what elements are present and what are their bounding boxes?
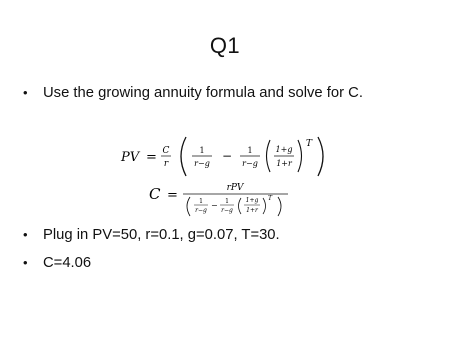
inner-right-paren [298,140,302,172]
bullet-text-2: Plug in PV=50, r=0.1, g=0.07, T=30. [43,227,280,243]
c-over-r-num: C [162,146,170,156]
den-inner-right-paren [263,198,266,214]
den-ratio-den: 1+r [246,207,258,214]
bullet-dot: • [23,255,28,270]
c-equals: = [167,188,178,203]
bullet-text-3: C=4.06 [43,255,92,271]
pv-lhs: PV [121,150,140,165]
den-ratio-num: 1+g [245,197,259,204]
den-right-paren [278,197,281,216]
inner-left-paren [267,140,271,172]
frac1-num: 1 [199,146,205,155]
ratio-den: 1+r [276,159,292,168]
den-minus: − [211,201,218,210]
den-inner-left-paren [239,198,242,214]
slide-title: Q1 [209,33,241,58]
den-exponent-t: T [268,195,273,202]
den-frac1-den: r−g [195,207,207,214]
ratio-num: 1+g [275,145,293,154]
frac2-num: 1 [247,146,253,155]
c-numerator: rPV [226,183,244,193]
left-paren [181,137,186,176]
pv-equals: = [146,150,157,165]
bullet-text-1: Use the growing annuity formula and solve for C. [43,85,363,101]
formula-c [149,183,288,216]
frac1-den: r−g [194,159,210,168]
bullet-dot: • [23,85,28,100]
minus-sign: − [222,149,233,163]
frac2-den: r−g [242,159,258,168]
exponent-t: T [306,139,313,149]
bullet-dot: • [23,227,28,242]
formula-pv [120,137,323,176]
den-frac1-num: 1 [199,198,203,205]
c-lhs: C [149,185,161,203]
den-frac2-den: r−g [221,207,233,214]
right-paren [318,137,323,176]
c-over-r-den: r [163,159,169,169]
den-frac2-num: 1 [225,198,229,205]
den-left-paren [187,197,190,216]
